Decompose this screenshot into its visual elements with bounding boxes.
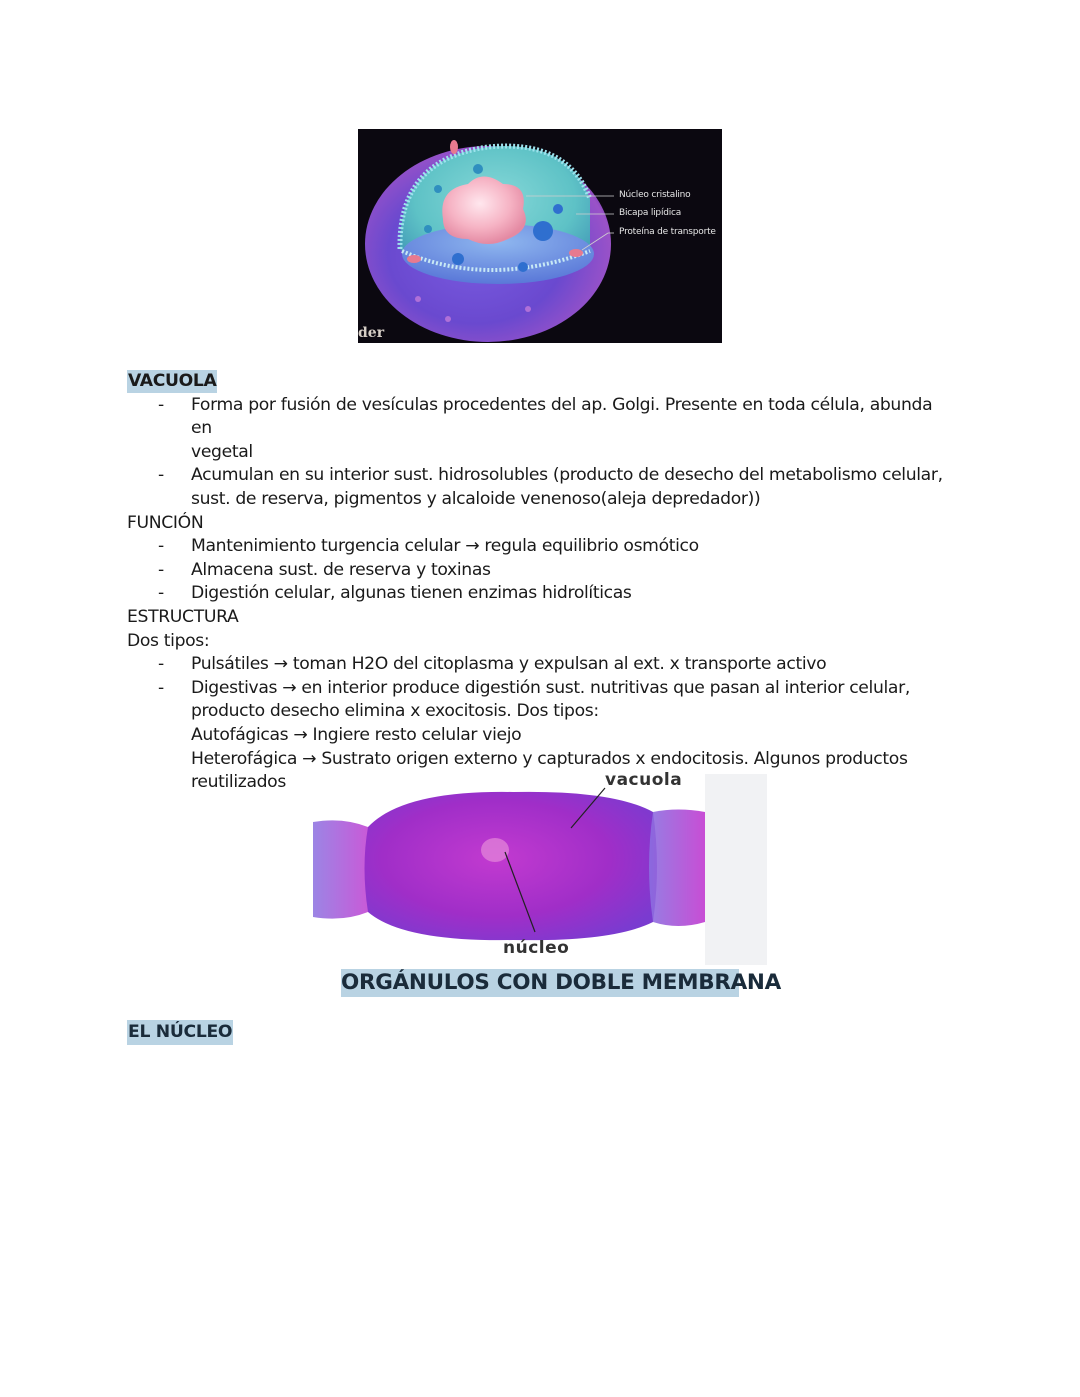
neighbor-cell-left (313, 820, 372, 918)
dash-bullet: - (158, 394, 164, 415)
label-vacuola: vacuola (605, 772, 683, 790)
list-item (127, 559, 947, 583)
estructura-autofagicas: Autofágicas → Ingiere resto celular viejo (191, 724, 522, 745)
transport-protein (569, 249, 583, 257)
label-proteina-transporte: Proteína de transporte (619, 227, 716, 237)
dash-bullet: - (158, 465, 164, 486)
organelle (533, 221, 553, 241)
transport-protein (450, 140, 458, 154)
vacuola-item-2-line1: Acumulan en su interior sust. hidrosolubles (producto de desecho del metabolismo celular, (191, 465, 943, 486)
list-item (127, 582, 947, 606)
organelle (424, 225, 432, 233)
organelle (415, 296, 421, 302)
label-nucleo: núcleo (503, 938, 570, 958)
organelle (525, 306, 531, 312)
list-item (127, 535, 947, 559)
organelle (473, 164, 483, 174)
organelle (518, 262, 528, 272)
organelle (553, 204, 563, 214)
heading-el-nucleo: EL NÚCLEO (127, 1020, 233, 1045)
estructura-heterofagica-line2: reutilizados (191, 772, 286, 793)
list-item (127, 464, 947, 511)
heading-estructura: ESTRUCTURA (127, 606, 239, 627)
transport-protein (407, 255, 421, 263)
organelle (445, 316, 451, 322)
estructura-pulsatiles: Pulsátiles → toman H2O del citoplasma y expulsan al ext. x transporte activo (191, 654, 827, 675)
dash-bullet: - (158, 583, 164, 604)
section-title-organulos: ORGÁNULOS CON DOBLE MEMBRANA (341, 970, 781, 995)
label-nucleo-cristalino: Núcleo cristalino (619, 190, 691, 200)
vacuole-micrograph-image (313, 772, 767, 965)
list-item (127, 394, 947, 465)
funcion-item-3: Digestión celular, algunas tienen enzimas hidrolíticas (191, 583, 632, 604)
vacuola-item-2-line2: sust. de reserva, pigmentos y alcaloide venenoso(aleja depredador)) (191, 488, 761, 509)
funcion-item-1: Mantenimiento turgencia celular → regula equilibrio osmótico (191, 536, 699, 557)
dash-bullet: - (158, 559, 164, 580)
estructura-digestivas-line2: producto desecho elimina x exocitosis. Dos tipos: (191, 701, 599, 722)
dash-bullet: - (158, 536, 164, 557)
neighbor-cell-right (649, 810, 705, 927)
funcion-item-2: Almacena sust. de reserva y toxinas (191, 559, 491, 580)
estructura-intro: Dos tipos: (127, 630, 210, 651)
funcion-list (127, 535, 947, 606)
dash-bullet: - (158, 654, 164, 675)
label-bicapa-lipidica: Bicapa lipídica (619, 208, 682, 218)
nucleus-blob (481, 838, 509, 862)
organelle (434, 185, 442, 193)
estructura-heterofagica-line1: Heterofágica → Sustrato origen externo y capturados x endocitosis. Algunos productos (191, 748, 908, 769)
vacuola-item-1-line2: vegetal (191, 441, 253, 462)
vacuole-micrograph-svg (313, 772, 767, 965)
list-item (127, 653, 947, 677)
notes-body (127, 370, 947, 795)
vacuola-item-1-line1: Forma por fusión de vesículas procedentes del ap. Golgi. Presente en toda célula, abunda en (191, 394, 933, 439)
heading-funcion: FUNCIÓN (127, 512, 204, 533)
dash-bullet: - (158, 677, 164, 698)
image-watermark: der (358, 325, 385, 341)
cell-diagram-image (358, 129, 722, 343)
vacuola-list (127, 394, 947, 512)
organelle (452, 253, 464, 265)
heading-vacuola: VACUOLA (128, 371, 217, 391)
estructura-digestivas-line1: Digestivas → en interior produce digestión sust. nutritivas que pasan al interior celular, (191, 677, 910, 698)
